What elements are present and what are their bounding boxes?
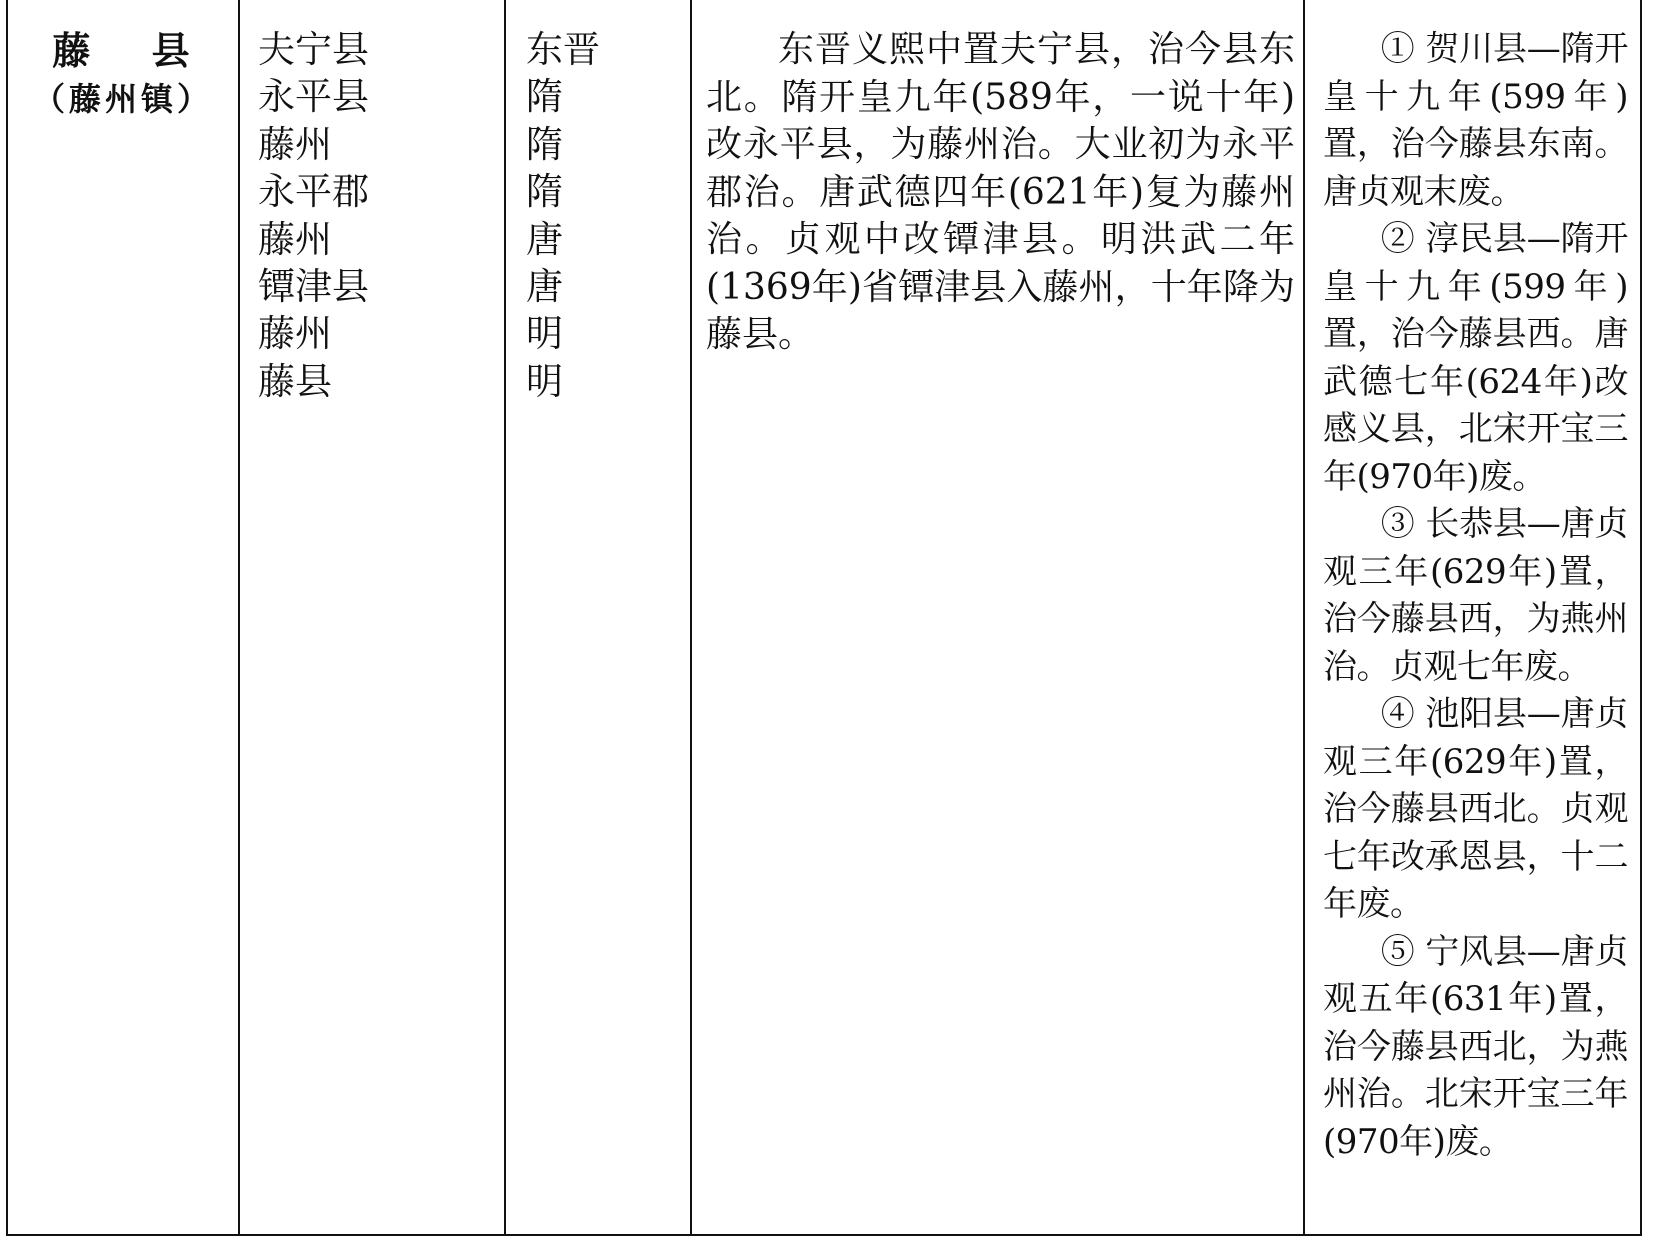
notes-cell xyxy=(1304,0,1641,1235)
note-item: ② 淳民县—隋开皇十九年(599年)置，治今藤县西。唐武德七年(624年)改感义县，北宋开宝三年(970年)废。 xyxy=(1323,219,1628,497)
historical-name: 镡津县 xyxy=(258,265,369,309)
historical-name: 藤州 xyxy=(258,122,332,166)
note-item: ① 贺川县—隋开皇十九年(599年)置，治今藤县东南。唐贞观末废。 xyxy=(1323,29,1628,212)
dynasty: 唐 xyxy=(526,217,563,261)
note-item: ③ 长恭县—唐贞观三年(629年)置，治今藤县西，为燕州治。贞观七年废。 xyxy=(1323,504,1628,687)
historical-name: 藤州 xyxy=(258,312,332,356)
dynasty: 明 xyxy=(526,312,563,356)
dynasty: 隋 xyxy=(526,75,563,119)
history-cell xyxy=(691,0,1304,1235)
historical-name: 夫宁县 xyxy=(258,28,369,71)
county-cell xyxy=(7,0,239,1235)
county-seat: （藤州镇） xyxy=(32,80,213,118)
history-text: 东晋义熙中置夫宁县，治今县东北。隋开皇九年(589年，一说十年)改永平县，为藤州治。大业初为永平郡治。唐武德四年(621年)复为藤州治。贞观中改镡津县。明洪武二年(1369年)省镡津县入藤州，十年降为藤县。 xyxy=(706,29,1295,355)
dynasty-cell xyxy=(505,0,691,1235)
historical-name: 永平县 xyxy=(258,75,369,119)
historical-name: 藤县 xyxy=(258,359,332,403)
dynasty: 明 xyxy=(526,359,563,403)
dynasty: 东晋 xyxy=(526,28,600,71)
dynasty: 唐 xyxy=(526,265,563,309)
dynasty: 隋 xyxy=(526,122,563,166)
note-item: ④ 池阳县—唐贞观三年(629年)置，治今藤县西北。贞观七年改承恩县，十二年废。 xyxy=(1323,694,1628,924)
historical-names-list xyxy=(240,26,504,405)
table-row xyxy=(7,0,1641,1235)
dynasty: 隋 xyxy=(526,170,563,214)
county-name: 藤 县 xyxy=(52,28,214,73)
historical-name: 永平郡 xyxy=(258,170,369,214)
historical-names-cell xyxy=(239,0,505,1235)
dynasty-list xyxy=(506,26,690,405)
note-item: ⑤ 宁风县—唐贞观五年(631年)置，治今藤县西北，为燕州治。北宋开宝三年(970年)废。 xyxy=(1323,931,1628,1162)
historical-name: 藤州 xyxy=(258,217,332,261)
gazetteer-table xyxy=(6,0,1642,1236)
